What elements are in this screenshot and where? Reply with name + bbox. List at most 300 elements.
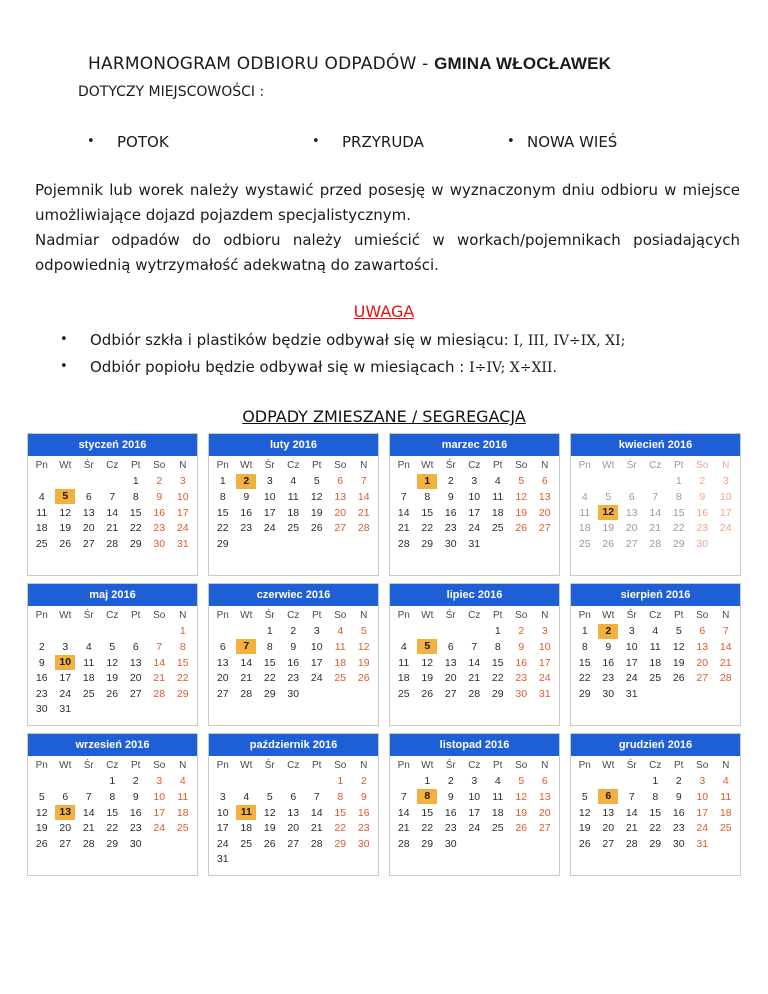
day-cell: 15: [216, 506, 229, 519]
calendar-grid: [27, 433, 741, 877]
day-cell: 2: [518, 625, 525, 638]
day-cell: 31: [696, 837, 709, 850]
weekday-label: N: [722, 760, 730, 772]
day-cell: 2: [132, 775, 139, 788]
day-cell: 29: [649, 837, 662, 850]
day-cell: 26: [421, 687, 434, 700]
day-cell: 19: [357, 656, 370, 669]
day-cell: 14: [397, 506, 410, 519]
weekday-label: Pn: [216, 760, 229, 772]
collection-day: 7: [235, 639, 259, 655]
day-cell: 6: [699, 625, 706, 638]
day-cell: 3: [179, 475, 186, 488]
day-cell: 21: [310, 822, 323, 835]
day-cell: 8: [494, 640, 501, 653]
day-cell: 24: [310, 672, 323, 685]
day-cell: 20: [334, 506, 347, 519]
day-cell: 2: [156, 475, 163, 488]
day-cell: 16: [129, 806, 142, 819]
empty-cell: [101, 624, 125, 640]
day-cell: 7: [722, 625, 729, 638]
weekday-label: Wt: [602, 460, 615, 472]
weekday-label: Pt: [674, 460, 684, 472]
weekday-label: Pn: [397, 610, 410, 622]
day-cell: 27: [602, 837, 615, 850]
day-cell: 1: [581, 625, 588, 638]
day-cell: 12: [515, 790, 528, 803]
weekday-label: N: [722, 460, 730, 472]
day-cell: 9: [360, 790, 367, 803]
day-cell: 28: [106, 537, 119, 550]
weekday-label: Pt: [674, 610, 684, 622]
day-cell: 13: [538, 790, 551, 803]
day-cell: 10: [310, 640, 323, 653]
title-main: HARMONOGRAM ODBIORU ODPADÓW -: [88, 54, 429, 74]
day-cell: 3: [541, 625, 548, 638]
day-cell: 20: [625, 522, 638, 535]
day-cell: 30: [129, 837, 142, 850]
day-cell: 4: [722, 775, 729, 788]
day-cell: 11: [36, 506, 48, 519]
empty-cell: [54, 474, 78, 490]
month-calendar: [208, 433, 379, 576]
day-cell: 14: [82, 806, 95, 819]
collection-day: 8: [416, 789, 440, 805]
day-cell: 31: [59, 703, 72, 716]
day-cell: 11: [83, 656, 95, 669]
month-header: kwiecień 2016: [571, 434, 740, 456]
day-cell: 12: [515, 490, 528, 503]
bullet-icon: •: [312, 134, 320, 149]
day-cell: 10: [216, 806, 229, 819]
day-cell: 18: [35, 522, 48, 535]
empty-cell: [77, 624, 101, 640]
day-cell: 19: [602, 522, 615, 535]
day-cell: 1: [675, 475, 682, 488]
weekday-label: Pt: [131, 610, 141, 622]
day-cell: 11: [649, 640, 661, 653]
day-cell: 18: [82, 672, 95, 685]
weekday-label: Pt: [493, 460, 503, 472]
weekday-label: So: [334, 610, 347, 622]
day-cell: 24: [468, 822, 481, 835]
day-cell: 27: [216, 687, 229, 700]
day-cell: 5: [675, 625, 682, 638]
weekday-label: Cz: [287, 760, 300, 772]
day-cell: 5: [581, 790, 588, 803]
weekday-label: Śr: [445, 760, 456, 772]
day-cell: 10: [538, 640, 551, 653]
day-cell: 14: [106, 506, 119, 519]
day-cell: 20: [216, 672, 229, 685]
day-cell: 28: [719, 672, 732, 685]
weekday-label: N: [541, 760, 549, 772]
weekday-label: Pt: [493, 610, 503, 622]
day-cell: 1: [652, 775, 659, 788]
day-cell: 30: [153, 537, 166, 550]
day-cell: 26: [263, 837, 276, 850]
day-cell: 6: [447, 640, 454, 653]
month-header: styczeń 2016: [28, 434, 197, 456]
day-cell: 9: [243, 490, 250, 503]
day-cell: 18: [397, 672, 410, 685]
day-cell: 22: [672, 522, 685, 535]
day-cell: 21: [468, 672, 481, 685]
day-cell: 24: [176, 522, 189, 535]
day-cell: 20: [287, 822, 300, 835]
weekday-label: Pn: [578, 460, 591, 472]
day-cell: 10: [625, 640, 638, 653]
day-cell: 8: [132, 490, 139, 503]
day-cell: 4: [494, 775, 501, 788]
day-cell: 24: [696, 822, 709, 835]
day-cell: 9: [699, 490, 706, 503]
day-cell: 30: [696, 537, 709, 550]
collection-day: 10: [54, 655, 78, 671]
day-cell: 25: [334, 672, 347, 685]
day-cell: 27: [129, 687, 142, 700]
day-cell: 23: [287, 672, 300, 685]
day-cell: 23: [35, 687, 48, 700]
day-cell: 12: [578, 806, 591, 819]
empty-cell: [30, 474, 54, 490]
day-cell: 14: [240, 656, 253, 669]
day-cell: 17: [538, 656, 551, 669]
day-cell: 22: [491, 672, 504, 685]
day-cell: 27: [287, 837, 300, 850]
weekday-label: Cz: [287, 460, 300, 472]
collection-day: 2: [235, 474, 259, 490]
day-cell: 24: [153, 822, 166, 835]
day-cell: 30: [444, 837, 457, 850]
day-cell: 13: [129, 656, 142, 669]
day-cell: 9: [447, 790, 454, 803]
weekday-label: Śr: [626, 760, 637, 772]
day-cell: 22: [334, 822, 347, 835]
day-cell: 16: [602, 656, 615, 669]
day-cell: 12: [421, 656, 434, 669]
day-cell: 30: [515, 687, 528, 700]
day-cell: 9: [132, 790, 139, 803]
day-cell: 17: [153, 806, 166, 819]
day-cell: 12: [672, 640, 685, 653]
village-label: POTOK: [117, 133, 169, 151]
day-cell: 1: [219, 475, 226, 488]
day-cell: 13: [538, 490, 551, 503]
day-cell: 31: [625, 687, 638, 700]
village-item: [312, 133, 424, 151]
rule-months: I, III, IV÷IX, XI;: [513, 333, 626, 349]
day-cell: 16: [672, 806, 685, 819]
day-cell: 3: [628, 625, 635, 638]
month-header: czerwiec 2016: [209, 584, 378, 606]
day-cell: 30: [672, 837, 685, 850]
weekday-label: So: [696, 610, 709, 622]
weekday-label: Pn: [578, 760, 591, 772]
day-cell: 2: [699, 475, 706, 488]
weekday-label: Śr: [264, 460, 275, 472]
day-cell: 11: [177, 790, 189, 803]
day-cell: 22: [263, 672, 276, 685]
day-cell: 8: [266, 640, 273, 653]
day-cell: 12: [310, 490, 323, 503]
day-cell: 7: [313, 790, 320, 803]
day-cell: 25: [578, 537, 591, 550]
day-cell: 4: [652, 625, 659, 638]
day-cell: 10: [176, 490, 189, 503]
collection-day: 2: [597, 624, 621, 640]
empty-cell: [573, 474, 597, 490]
day-cell: 17: [468, 506, 481, 519]
empty-cell: [573, 774, 597, 790]
empty-cell: [620, 474, 644, 490]
day-cell: 5: [38, 790, 45, 803]
document-title: [88, 54, 611, 74]
day-cell: 3: [471, 775, 478, 788]
day-cell: 24: [538, 672, 551, 685]
day-cell: 3: [156, 775, 163, 788]
day-cell: 25: [649, 672, 662, 685]
day-cell: 4: [337, 625, 344, 638]
day-cell: 28: [240, 687, 253, 700]
day-cell: 11: [492, 490, 504, 503]
day-cell: 20: [538, 806, 551, 819]
weekday-label: Śr: [264, 610, 275, 622]
day-cell: 2: [290, 625, 297, 638]
day-cell: 19: [35, 822, 48, 835]
weekday-label: Śr: [83, 760, 94, 772]
day-cell: 7: [156, 640, 163, 653]
weekday-label: N: [179, 760, 187, 772]
weekday-label: Wt: [421, 610, 434, 622]
month-header: luty 2016: [209, 434, 378, 456]
day-cell: 20: [696, 656, 709, 669]
day-cell: 7: [360, 475, 367, 488]
weekday-label: So: [153, 460, 166, 472]
day-cell: 1: [337, 775, 344, 788]
day-cell: 25: [719, 822, 732, 835]
weekday-label: Cz: [649, 610, 662, 622]
title-municipality: GMINA WŁOCŁAWEK: [434, 54, 612, 73]
day-cell: 9: [290, 640, 297, 653]
weekday-label: So: [515, 610, 528, 622]
empty-cell: [148, 624, 172, 640]
weekday-label: Pn: [397, 460, 410, 472]
day-cell: 27: [625, 537, 638, 550]
day-cell: 28: [310, 837, 323, 850]
weekday-label: Cz: [106, 760, 119, 772]
day-cell: 26: [35, 837, 48, 850]
day-cell: 10: [719, 490, 732, 503]
day-cell: 29: [491, 687, 504, 700]
weekday-label: Wt: [421, 760, 434, 772]
empty-cell: [235, 774, 259, 790]
day-cell: 21: [357, 506, 370, 519]
day-cell: 23: [357, 822, 370, 835]
day-cell: 23: [444, 522, 457, 535]
day-cell: 25: [397, 687, 410, 700]
day-cell: 2: [675, 775, 682, 788]
day-cell: 15: [672, 506, 685, 519]
day-cell: 31: [216, 853, 229, 866]
weekday-label: Pt: [131, 760, 141, 772]
day-cell: 14: [153, 656, 166, 669]
bullet-icon: •: [507, 134, 515, 149]
day-cell: 8: [179, 640, 186, 653]
weekday-label: Cz: [649, 760, 662, 772]
day-cell: 23: [672, 822, 685, 835]
day-cell: 18: [334, 656, 347, 669]
day-cell: 8: [424, 490, 431, 503]
empty-cell: [463, 624, 487, 640]
day-cell: 12: [59, 506, 72, 519]
day-cell: 9: [156, 490, 163, 503]
day-cell: 19: [578, 822, 591, 835]
month-calendar: [208, 733, 379, 876]
day-cell: 27: [82, 537, 95, 550]
day-cell: 25: [240, 837, 253, 850]
day-cell: 16: [357, 806, 370, 819]
empty-cell: [416, 624, 440, 640]
day-cell: 26: [106, 687, 119, 700]
day-cell: 9: [38, 656, 45, 669]
month-calendar: [27, 583, 198, 726]
weekday-label: Pn: [216, 460, 229, 472]
month-calendar: [27, 433, 198, 576]
day-cell: 21: [106, 522, 119, 535]
month-header: lipiec 2016: [390, 584, 559, 606]
day-cell: 5: [518, 475, 525, 488]
day-cell: 4: [581, 490, 588, 503]
rule-ash: [60, 358, 557, 376]
day-cell: 24: [263, 522, 276, 535]
day-cell: 12: [35, 806, 48, 819]
day-cell: 19: [59, 522, 72, 535]
day-cell: 22: [421, 822, 434, 835]
day-cell: 4: [85, 640, 92, 653]
day-cell: 28: [397, 837, 410, 850]
empty-cell: [597, 774, 621, 790]
day-cell: 7: [400, 790, 407, 803]
empty-cell: [54, 624, 78, 640]
day-cell: 18: [240, 822, 253, 835]
day-cell: 25: [491, 522, 504, 535]
day-cell: 10: [468, 790, 481, 803]
day-cell: 23: [153, 522, 166, 535]
day-cell: 10: [696, 790, 709, 803]
day-cell: 13: [625, 506, 638, 519]
day-cell: 14: [310, 806, 323, 819]
day-cell: 20: [82, 522, 95, 535]
weekday-label: Wt: [240, 460, 253, 472]
day-cell: 1: [109, 775, 116, 788]
day-cell: 17: [263, 506, 276, 519]
rule-text: Odbiór popiołu będzie odbywał się w miesiącach :: [90, 358, 470, 376]
day-cell: 1: [179, 625, 186, 638]
day-cell: 25: [491, 822, 504, 835]
collection-day: 5: [54, 489, 78, 505]
weekday-label: Cz: [106, 460, 119, 472]
weekday-label: N: [541, 460, 549, 472]
day-cell: 13: [444, 656, 457, 669]
day-cell: 18: [287, 506, 300, 519]
day-cell: 30: [602, 687, 615, 700]
rule-glass-plastic: [60, 331, 626, 349]
day-cell: 29: [672, 537, 685, 550]
day-cell: 4: [179, 775, 186, 788]
month-header: sierpień 2016: [571, 584, 740, 606]
day-cell: 13: [696, 640, 709, 653]
day-cell: 18: [719, 806, 732, 819]
empty-cell: [30, 624, 54, 640]
day-cell: 11: [398, 656, 410, 669]
day-cell: 25: [287, 522, 300, 535]
weekday-label: N: [360, 610, 368, 622]
day-cell: 1: [132, 475, 139, 488]
day-cell: 15: [263, 656, 276, 669]
section-title: ODPADY ZMIESZANE / SEGREGACJA: [242, 407, 526, 426]
weekday-label: Śr: [445, 610, 456, 622]
day-cell: 26: [59, 537, 72, 550]
day-cell: 15: [334, 806, 347, 819]
collection-day: 1: [416, 474, 440, 490]
weekday-label: Pt: [312, 460, 322, 472]
day-cell: 11: [287, 490, 299, 503]
month-calendar: [570, 433, 741, 576]
day-cell: 6: [219, 640, 226, 653]
month-calendar: [570, 583, 741, 726]
month-header: listopad 2016: [390, 734, 559, 756]
day-cell: 17: [625, 656, 638, 669]
empty-cell: [235, 624, 259, 640]
day-cell: 11: [720, 790, 732, 803]
day-cell: 23: [240, 522, 253, 535]
month-calendar: [389, 733, 560, 876]
month-calendar: [27, 733, 198, 876]
day-cell: 18: [176, 806, 189, 819]
day-cell: 2: [447, 775, 454, 788]
month-calendar: [208, 583, 379, 726]
day-cell: 1: [494, 625, 501, 638]
day-cell: 22: [106, 822, 119, 835]
day-cell: 19: [421, 672, 434, 685]
day-cell: 23: [129, 822, 142, 835]
day-cell: 27: [59, 837, 72, 850]
day-cell: 16: [444, 506, 457, 519]
day-cell: 29: [216, 537, 229, 550]
day-cell: 16: [696, 506, 709, 519]
day-cell: 24: [625, 672, 638, 685]
weekday-label: Śr: [83, 610, 94, 622]
day-cell: 22: [421, 522, 434, 535]
collection-day: 13: [54, 805, 78, 821]
day-cell: 27: [696, 672, 709, 685]
day-cell: 26: [515, 822, 528, 835]
weekday-label: Wt: [240, 610, 253, 622]
weekday-label: So: [515, 460, 528, 472]
day-cell: 15: [649, 806, 662, 819]
weekday-label: N: [360, 460, 368, 472]
empty-cell: [439, 624, 463, 640]
paragraph-placement: Pojemnik lub worek należy wystawić przed posesję w wyznaczonym dniu odbioru w miejsce umożliwiające dojazd pojazdem specjalistycznym.: [35, 181, 740, 224]
weekday-label: N: [179, 460, 187, 472]
day-cell: 21: [240, 672, 253, 685]
day-cell: 24: [59, 687, 72, 700]
day-cell: 14: [357, 490, 370, 503]
day-cell: 17: [59, 672, 72, 685]
day-cell: 5: [518, 775, 525, 788]
weekday-label: Pn: [216, 610, 229, 622]
